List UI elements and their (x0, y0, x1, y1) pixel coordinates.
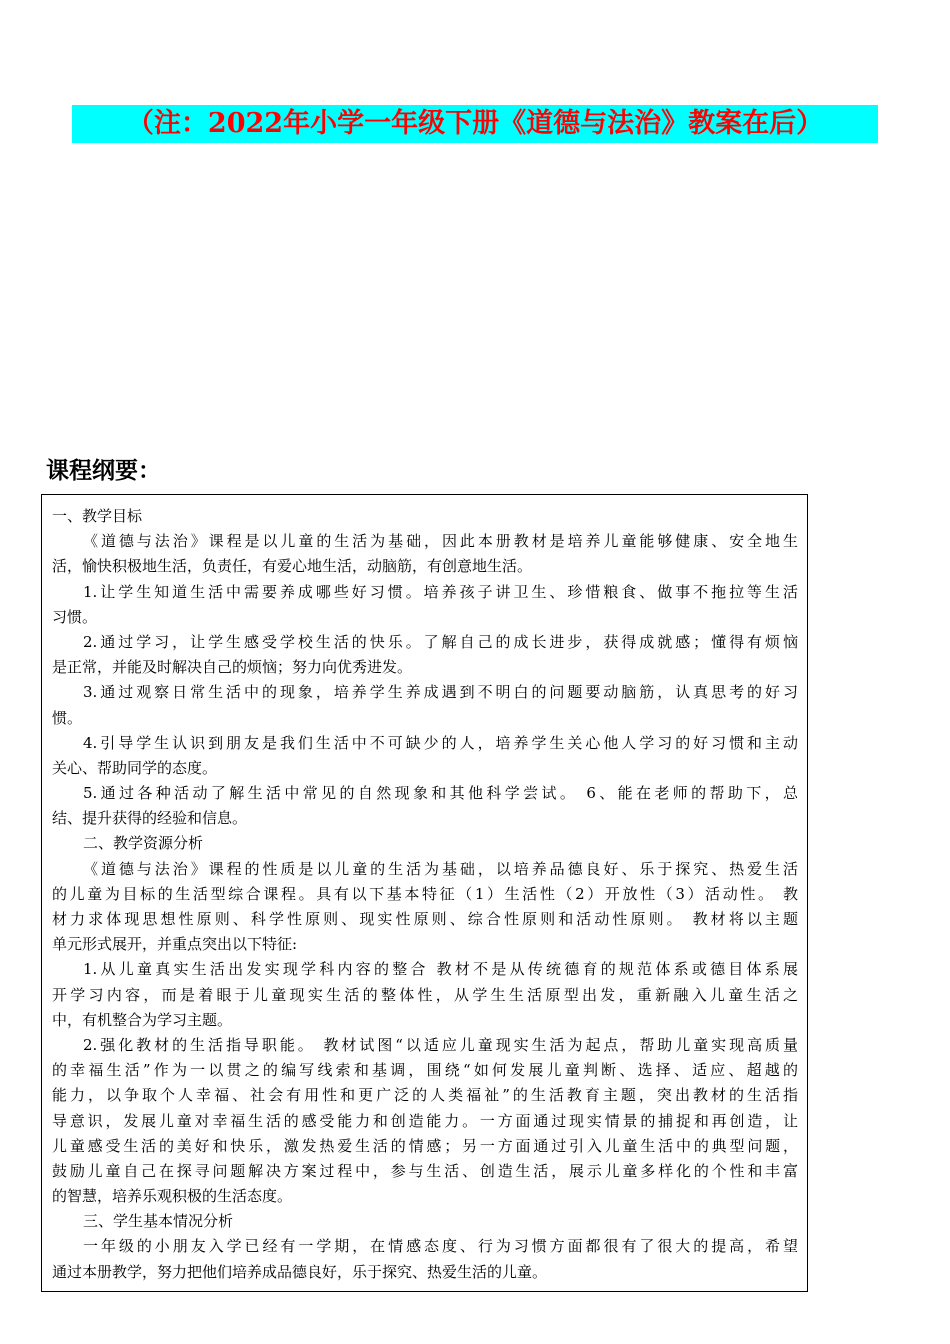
paragraph-line: 3.通过观察日常生活中的现象，培养学生养成遇到不明白的问题要动脑筋，认真思考的好习 (83, 683, 798, 702)
paragraph-line: 《道德与法治》课程是以儿童的生活为基础，因此本册教材是培养儿童能够健康、安全地生 (83, 532, 798, 551)
paragraph-line: 通过本册教学，努力把他们培养成品德良好，乐于探究、热爱生活的儿童。 (52, 1262, 548, 1281)
paragraph-line: 单元形式展开，并重点突出以下特征: (52, 935, 298, 954)
paragraph-line: 鼓励儿童自己在探寻问题解决方案过程中，参与生活、创造生活，展示儿童多样化的个性和丰富 (52, 1161, 798, 1180)
paragraph-line: 习惯。 (52, 607, 98, 626)
paragraph-line: 的幸福生活”作为一以贯之的编写线索和基调，围绕“如何发展儿童判断、选择、适应、超越的 (52, 1061, 798, 1080)
paragraph-line: 4.引导学生认识到朋友是我们生活中不可缺少的人，培养学生关心他人学习的好习惯和主动 (83, 733, 798, 752)
course-outline-box (41, 494, 808, 1292)
paragraph-line: 儿童感受生活的美好和快乐，激发热爱生活的情感；另一方面通过引入儿童生活中的典型问题， (52, 1136, 798, 1155)
paragraph-line: 一年级的小朋友入学已经有一学期，在情感态度、行为习惯方面都很有了很大的提高，希望 (83, 1237, 798, 1256)
paragraph-line: 结、提升获得的经验和信息。 (52, 809, 248, 828)
paragraph-line: 活，愉快积极地生活，负责任，有爱心地生活，动脑筋，有创意地生活。 (52, 557, 533, 576)
paragraph-line: 材力求体现思想性原则、科学性原则、现实性原则、综合性原则和活动性原则。 教材将以主题 (52, 910, 798, 928)
paragraph-line: 能力，以争取个人幸福、社会有用性和更广泛的人类福祉”的生活教育主题，突出教材的生活指 (52, 1086, 798, 1105)
banner-note: （注：2022年小学一年级下册《道德与法治》教案在后） (72, 105, 878, 143)
paragraph-line: 2.强化教材的生活指导职能。 教材试图“以适应儿童现实生活为起点，帮助儿童实现高质量 (83, 1035, 798, 1054)
paragraph-line: 的儿童为目标的生活型综合课程。具有以下基本特征（1）生活性（2）开放性（3）活动性。 教 (52, 884, 798, 903)
paragraph-line: 开学习内容，而是着眼于儿童现实生活的整体性，从学生生活原型出发，重新融入儿童生活之 (52, 985, 798, 1004)
paragraph-line: 导意识，发展儿童对幸福生活的感受能力和创造能力。一方面通过现实情景的捕捉和再创造，让 (52, 1111, 798, 1130)
section-heading-2: 二、教学资源分析 (83, 834, 204, 853)
paragraph-line: 2.通过学习，让学生感受学校生活的快乐。了解自己的成长进步，获得成就感；懂得有烦恼 (83, 632, 798, 651)
paragraph-line: 关心、帮助同学的态度。 (52, 758, 218, 777)
course-outline-heading: 课程纲要： (46, 458, 161, 484)
paragraph-line: 1.让学生知道生活中需要养成哪些好习惯。培养孩子讲卫生、珍惜粮食、做事不拖拉等生活 (83, 582, 798, 601)
paragraph-line: 的智慧，培养乐观积极的生活态度。 (52, 1187, 293, 1206)
section-heading-1: 一、教学目标 (52, 507, 143, 525)
paragraph-line: 是正常，并能及时解决自己的烦恼；努力向优秀进发。 (52, 658, 413, 677)
section-heading-3: 三、学生基本情况分析 (83, 1212, 234, 1231)
paragraph-line: 5.通过各种活动了解生活中常见的自然现象和其他科学尝试。 6、能在老师的帮助下，总 (83, 784, 798, 803)
paragraph-line: 《道德与法治》课程的性质是以儿童的生活为基础，以培养品德良好、乐于探究、热爱生活 (83, 859, 798, 878)
paragraph-line: 1.从儿童真实生活出发实现学科内容的整合 教材不是从传统德育的规范体系或德目体系展 (83, 960, 798, 979)
paragraph-line: 惯。 (52, 708, 83, 727)
paragraph-line: 中，有机整合为学习主题。 (52, 1010, 233, 1029)
